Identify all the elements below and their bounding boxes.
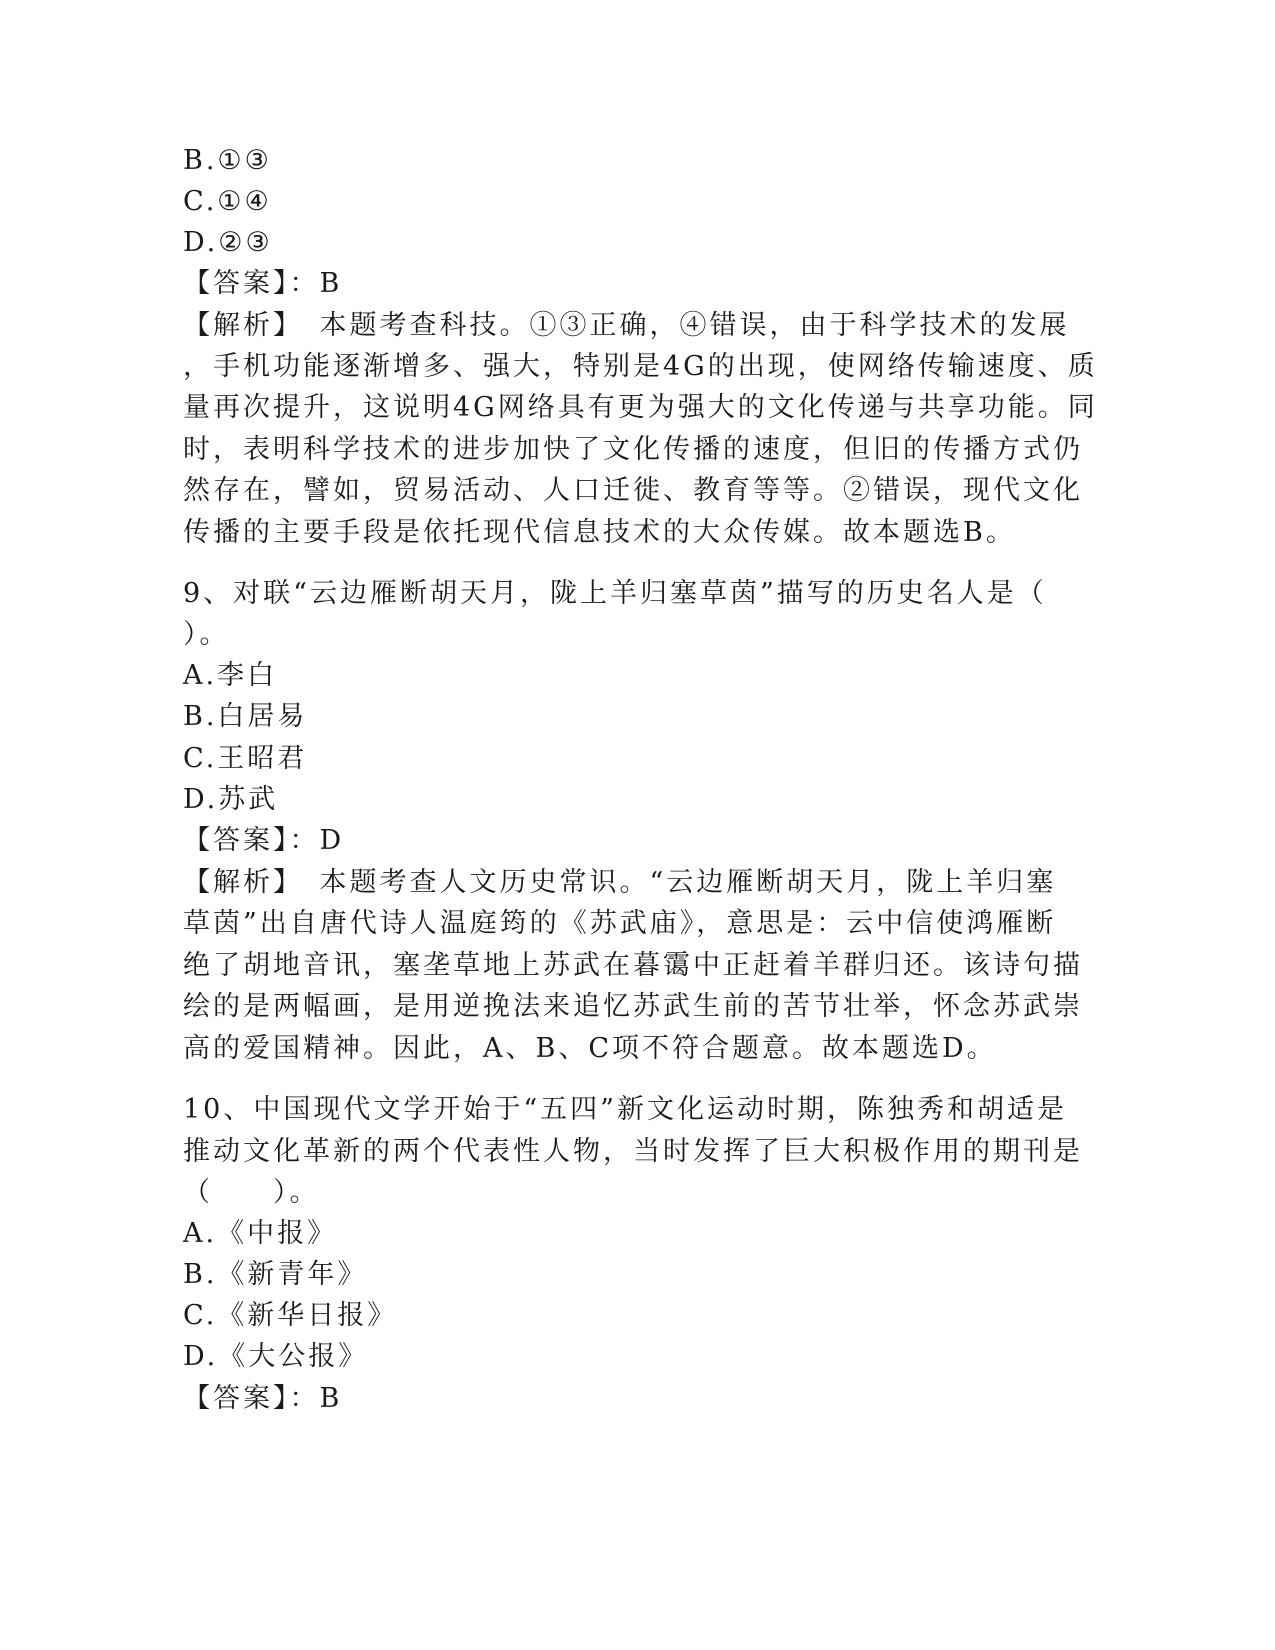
analysis-line: 高的爱国精神。因此，A、B、C项不符合题意。故本题选D。 <box>183 1033 997 1064</box>
option-c: C.《新华日报》 <box>183 1300 398 1331</box>
option-d: D.苏武 <box>183 784 279 815</box>
option-d: D.《大公报》 <box>183 1341 369 1372</box>
question-9-text: 9、对联“云边雁断胡天月，陇上羊归塞草茵”描写的历史名人是（ <box>183 578 1047 609</box>
option-c: C.①④ <box>183 186 272 217</box>
option-b: B.白居易 <box>183 701 308 732</box>
option-a: A.《中报》 <box>183 1218 338 1249</box>
question-10-text: 10、中国现代文学开始于“五四”新文化运动时期，陈独秀和胡适是 <box>183 1094 1067 1125</box>
option-d: D.②③ <box>183 227 273 258</box>
analysis-line: 传播的主要手段是依托现代信息技术的大众传媒。故本题选B。 <box>183 517 1016 548</box>
option-a: A.李白 <box>183 660 278 691</box>
answer-line: 【答案】：B <box>183 1383 343 1414</box>
analysis-line: 然存在，譬如，贸易活动、人口迁徙、教育等等。②错误，现代文化 <box>183 475 1083 506</box>
analysis-line: ，手机功能逐渐增多、强大，特别是4G的出现，使网络传输速度、质 <box>183 351 1098 382</box>
option-b: B.《新青年》 <box>183 1259 368 1290</box>
analysis-line: 时，表明科学技术的进步加快了文化传播的速度，但旧的传播方式仍 <box>183 434 1083 465</box>
analysis-line: 【解析】 本题考查科技。①③正确，④错误，由于科学技术的发展 <box>183 310 1070 341</box>
option-b: B.①③ <box>183 145 272 176</box>
answer-line: 【答案】：D <box>183 825 345 856</box>
analysis-line: 绝了胡地音讯，塞垄草地上苏武在暮霭中正赶着羊群归还。该诗句描 <box>183 950 1083 981</box>
question-9-text: ）。 <box>183 619 230 650</box>
option-c: C.王昭君 <box>183 743 308 774</box>
answer-line: 【答案】：B <box>183 268 343 299</box>
question-10-text: 推动文化革新的两个代表性人物，当时发挥了巨大积极作用的期刊是 <box>183 1136 1083 1167</box>
analysis-line: 【解析】 本题考查人文历史常识。“云边雁断胡天月，陇上羊归塞 <box>183 867 1057 898</box>
analysis-line: 草茵”出自唐代诗人温庭筠的《苏武庙》，意思是：云中信使鸿雁断 <box>183 908 1057 939</box>
question-10-text: （ ）。 <box>183 1177 320 1208</box>
analysis-line: 绘的是两幅画，是用逆挽法来追忆苏武生前的苦节壮举，怀念苏武崇 <box>183 991 1083 1022</box>
analysis-line: 量再次提升，这说明4G网络具有更为强大的文化传递与共享功能。同 <box>183 392 1098 423</box>
